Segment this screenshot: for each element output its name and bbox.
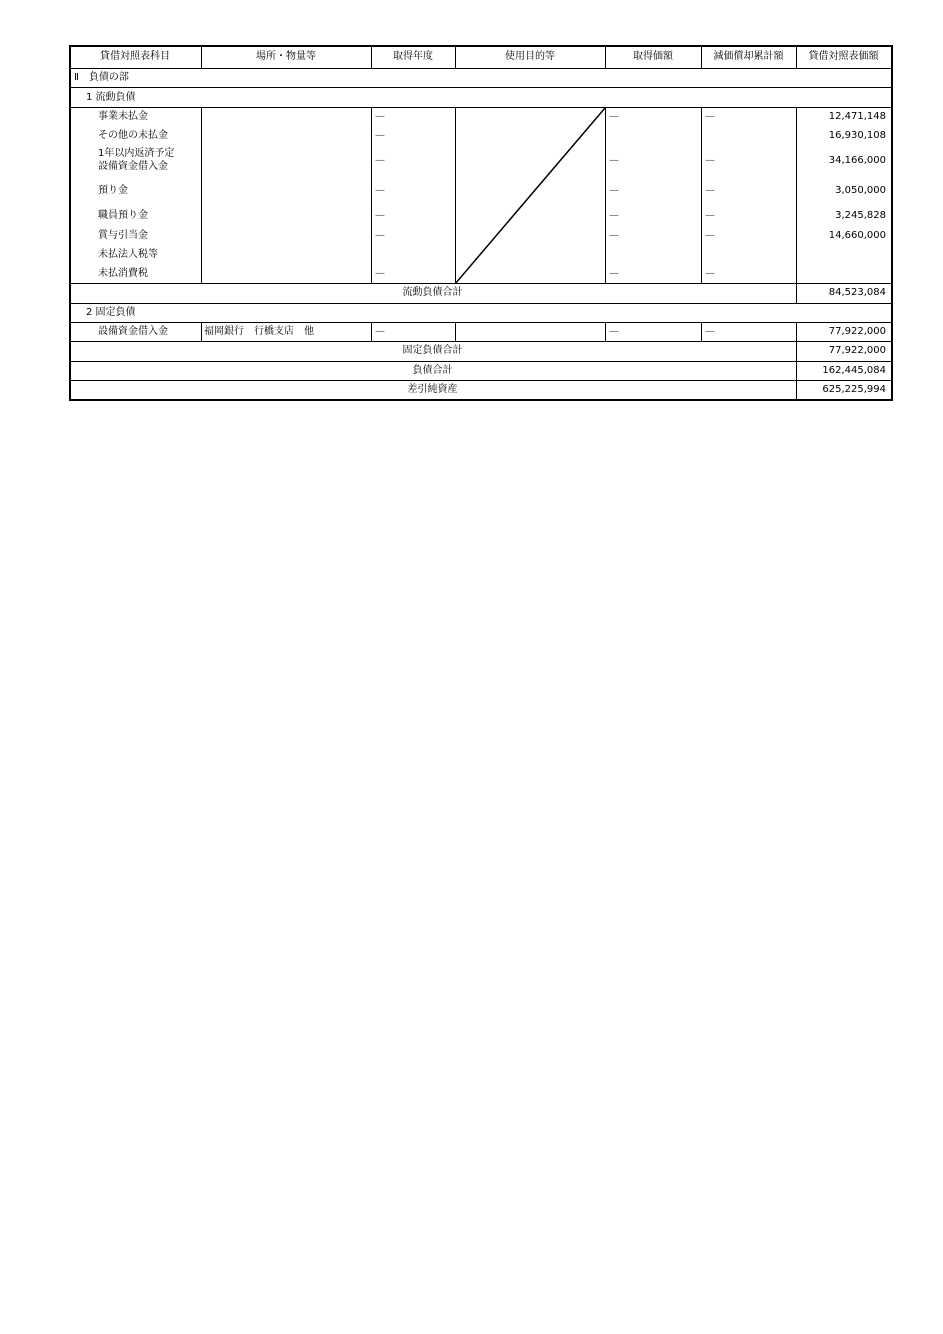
header-depreciation: 減価償却累計額 [713, 51, 784, 62]
row-cost: — [609, 111, 619, 122]
row-divider [69, 303, 893, 304]
row-name: 職員預り金 [98, 210, 148, 221]
liabilities-total-value: 162,445,084 [822, 365, 886, 376]
row-name: 未払法人税等 [98, 249, 158, 260]
row-year: — [375, 130, 385, 141]
fixed-total-label: 固定負債合計 [402, 345, 463, 356]
current-liabilities-title: 1 流動負債 [86, 92, 136, 103]
balance-sheet-table [69, 45, 893, 401]
fixed-row-name: 設備資金借入金 [98, 326, 168, 337]
row-divider [69, 380, 893, 381]
row-value: 34,166,000 [828, 155, 886, 166]
row-year: — [375, 268, 385, 279]
row-divider [69, 361, 893, 362]
header-value: 貸借対照表価額 [808, 51, 879, 62]
row-cost: — [609, 210, 619, 221]
table-border-right [891, 45, 893, 401]
current-total-label: 流動負債合計 [402, 287, 463, 298]
fixed-liabilities-title: 2 固定負債 [86, 307, 136, 318]
column-divider [371, 322, 372, 341]
row-dep: — [705, 210, 715, 221]
row-name-line2: 設備資金借入金 [98, 161, 168, 172]
header-year: 取得年度 [393, 51, 433, 62]
fixed-row-cost: — [609, 326, 619, 337]
table-border-bottom [69, 399, 893, 401]
row-name: 事業未払金 [98, 111, 148, 122]
header-account: 貸借対照表科目 [100, 51, 170, 62]
row-name: 未払消費税 [98, 268, 148, 279]
row-name: その他の未払金 [98, 130, 168, 141]
diagonal-slash [455, 108, 605, 284]
row-year: — [375, 111, 385, 122]
header-location: 場所・物量等 [256, 51, 316, 62]
row-name: 預り金 [98, 185, 128, 196]
column-divider [201, 107, 202, 283]
column-divider [701, 322, 702, 341]
current-total-value: 84,523,084 [828, 287, 886, 298]
row-value: 16,930,108 [828, 130, 886, 141]
row-value: 14,660,000 [828, 230, 886, 241]
row-dep: — [705, 185, 715, 196]
row-divider [69, 87, 893, 88]
row-divider [69, 341, 893, 342]
fixed-row-dep: — [705, 326, 715, 337]
table-border-top [69, 45, 893, 47]
row-year: — [375, 155, 385, 166]
column-divider [701, 107, 702, 283]
row-name-line1: 1年以内返済予定 [98, 148, 175, 159]
net-assets-label: 差引純資産 [407, 384, 458, 395]
row-value: 3,245,828 [835, 210, 886, 221]
row-value: 12,471,148 [828, 111, 886, 122]
row-dep: — [705, 111, 715, 122]
row-cost: — [609, 155, 619, 166]
row-cost: — [609, 230, 619, 241]
row-divider [69, 68, 893, 69]
column-divider [371, 107, 372, 283]
fixed-row-value: 77,922,000 [828, 326, 886, 337]
row-divider [69, 322, 893, 323]
row-dep: — [705, 155, 715, 166]
column-divider [201, 322, 202, 341]
row-year: — [375, 230, 385, 241]
fixed-total-value: 77,922,000 [828, 345, 886, 356]
row-cost: — [609, 268, 619, 279]
column-divider [605, 322, 606, 341]
fixed-row-location: 福岡銀行 行橋支店 他 [204, 326, 314, 337]
liabilities-total-label: 負債合計 [412, 365, 453, 376]
row-dep: — [705, 268, 715, 279]
row-year: — [375, 210, 385, 221]
row-dep: — [705, 230, 715, 241]
fixed-row-year: — [375, 326, 385, 337]
header-cost: 取得価額 [633, 51, 673, 62]
row-year: — [375, 185, 385, 196]
row-value: 3,050,000 [835, 185, 886, 196]
net-assets-value: 625,225,994 [822, 384, 886, 395]
row-cost: — [609, 185, 619, 196]
column-divider [605, 107, 606, 283]
header-purpose: 使用目的等 [505, 51, 555, 62]
column-divider [455, 322, 456, 341]
row-name: 賞与引当金 [98, 230, 148, 241]
section-title: Ⅱ 負債の部 [74, 72, 129, 83]
